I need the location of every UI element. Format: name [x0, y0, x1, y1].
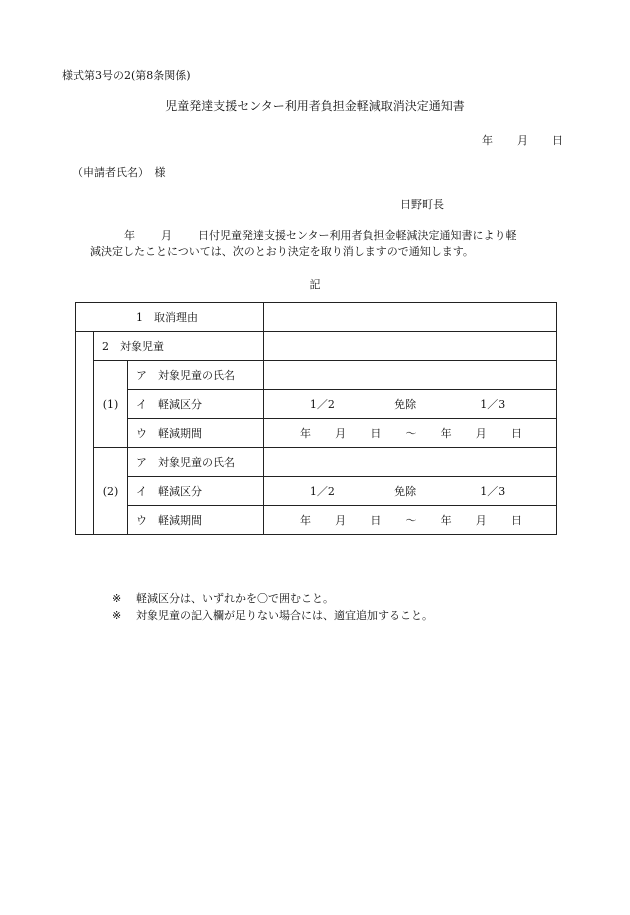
group-1-period-value	[264, 419, 557, 448]
note-mark: ※	[112, 609, 122, 622]
period-month-start: 月	[335, 427, 347, 440]
period-year-start: 年	[300, 427, 311, 440]
group-1-name-value	[264, 361, 557, 390]
group-2-name-label: ア 対象児童の氏名	[128, 448, 264, 477]
target-label: 2 対象児童	[94, 332, 264, 361]
period-day-start: 日	[370, 427, 382, 440]
note-text: 対象児童の記入欄が足りない場合には、適宜追加すること。	[136, 609, 433, 622]
period-year-end: 年	[440, 427, 452, 440]
applicant-name-line: （申請者氏名） 様	[72, 166, 166, 179]
issuer: 日野町長	[400, 198, 444, 211]
period-day-end: 日	[510, 427, 522, 440]
class-option-half: 1／2	[309, 398, 335, 411]
period-month-end: 月	[475, 514, 487, 527]
note-mark: ※	[112, 592, 122, 605]
period-day-end: 日	[510, 514, 522, 527]
period-year-start: 年	[300, 514, 311, 527]
group-1-name-row	[76, 361, 557, 390]
group-2-name-row	[76, 448, 557, 477]
period-day-start: 日	[370, 514, 382, 527]
class-option-third: 1／3	[480, 398, 506, 411]
form-number: 様式第3号の2(第8条関係)	[62, 69, 191, 82]
date-year: 年	[482, 134, 493, 147]
class-option-exempt: 免除	[394, 485, 417, 498]
body-year: 年	[124, 229, 135, 242]
body-month: 月	[161, 229, 172, 242]
target-value-cell	[264, 332, 557, 361]
notice-body	[90, 228, 580, 260]
group-1-period-label: ウ 軽減期間	[128, 419, 264, 448]
group-2-period-row	[76, 506, 557, 535]
group-2-class-row	[76, 477, 557, 506]
group-2-name-value	[264, 448, 557, 477]
cancellation-table	[75, 302, 557, 535]
group-1-name-label: ア 対象児童の氏名	[128, 361, 264, 390]
reason-label: 1 取消理由	[76, 303, 264, 332]
group-2-class-label: イ 軽減区分	[128, 477, 264, 506]
period-month-end: 月	[475, 427, 487, 440]
group-1-period-row	[76, 419, 557, 448]
notes	[112, 590, 433, 624]
group-1-class-options	[264, 390, 557, 419]
class-option-third: 1／3	[480, 485, 506, 498]
period-tilde: ～	[405, 427, 417, 440]
body-text-1: 日付児童発達支援センター利用者負担金軽減決定通知書により軽	[198, 229, 517, 242]
group-2-class-options	[264, 477, 557, 506]
period-month-start: 月	[335, 514, 347, 527]
body-text-2: 減決定したことについては、次のとおり決定を取り消しますので通知します。	[90, 245, 474, 258]
note-1	[112, 590, 433, 607]
group-1-class-label: イ 軽減区分	[128, 390, 264, 419]
class-option-exempt: 免除	[394, 398, 417, 411]
group-1-label: (1)	[94, 361, 128, 448]
period-tilde: ～	[405, 514, 417, 527]
note-2	[112, 607, 433, 624]
group-2-label: (2)	[94, 448, 128, 535]
date-line	[482, 132, 563, 148]
note-text: 軽減区分は、いずれかを〇で囲むこと。	[136, 592, 334, 605]
reason-row	[76, 303, 557, 332]
reason-value-cell	[264, 303, 557, 332]
ki-heading: 記	[309, 278, 321, 291]
target-row	[76, 332, 557, 361]
period-year-end: 年	[440, 514, 452, 527]
group-2-period-label: ウ 軽減期間	[128, 506, 264, 535]
group-1-class-row	[76, 390, 557, 419]
group-2-period-value	[264, 506, 557, 535]
date-month: 月	[517, 134, 528, 147]
document-title: 児童発達支援センター利用者負担金軽減取消決定通知書	[165, 99, 465, 113]
date-day: 日	[552, 134, 563, 147]
class-option-half: 1／2	[309, 485, 335, 498]
